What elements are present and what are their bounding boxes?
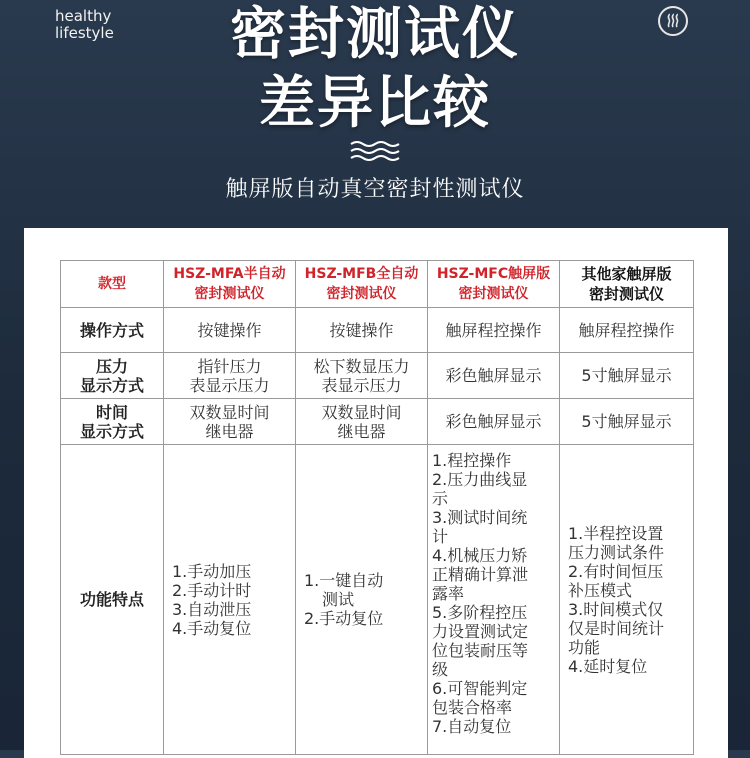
table-cell: 按键操作 — [164, 308, 296, 353]
row-label: 功能特点 — [61, 445, 164, 755]
row-label: 操作方式 — [61, 308, 164, 353]
header-model-mfa: HSZ-MFA半自动 密封测试仪 — [164, 261, 296, 308]
page-title-line-2: 差异比较 — [259, 71, 491, 136]
table-row — [61, 399, 694, 445]
table-header-row — [61, 261, 694, 308]
table-cell: 触屏程控操作 — [428, 308, 560, 353]
table-cell: 双数显时间 继电器 — [296, 399, 428, 445]
table-cell: 1.半程控设置 压力测试条件 2.有时间恒压 补压模式 3.时间模式仅 仅是时间统计 功能 4.延时复位 — [560, 445, 694, 755]
row-label: 压力 显示方式 — [61, 353, 164, 399]
row-label: 时间 显示方式 — [61, 399, 164, 445]
header-model-other: 其他家触屏版 密封测试仪 — [560, 261, 694, 308]
table-cell: 触屏程控操作 — [560, 308, 694, 353]
table-cell: 1.一键自动 测试 2.手动复位 — [296, 445, 428, 755]
table-cell: 1.程控操作 2.压力曲线显 示 3.测试时间统 计 4.机械压力矫 正精确计算泄 露率 5.多阶程控压 力设置测试定 位包装耐压等 级 6.可智能判定 包装合格率 7.自动复位 — [428, 445, 560, 755]
table-cell: 5寸触屏显示 — [560, 399, 694, 445]
comparison-table — [60, 260, 694, 755]
wave-divider-icon — [349, 140, 401, 162]
header-label: 款型 — [61, 261, 164, 308]
header-model-mfb: HSZ-MFB全自动 密封测试仪 — [296, 261, 428, 308]
table-cell: 5寸触屏显示 — [560, 353, 694, 399]
table-cell: 松下数显压力 表显示压力 — [296, 353, 428, 399]
page-title-line-1: 密封测试仪 — [230, 2, 520, 67]
table-cell: 彩色触屏显示 — [428, 399, 560, 445]
brand-line-2: lifestyle — [55, 24, 114, 42]
header-model-mfc: HSZ-MFC触屏版 密封测试仪 — [428, 261, 560, 308]
table-cell: 按键操作 — [296, 308, 428, 353]
table-row — [61, 308, 694, 353]
table-row — [61, 353, 694, 399]
table-cell: 双数显时间 继电器 — [164, 399, 296, 445]
table-cell: 1.手动加压 2.手动计时 3.自动泄压 4.手动复位 — [164, 445, 296, 755]
table-row — [61, 445, 694, 755]
brand-line-1: healthy — [55, 7, 112, 25]
subtitle: 触屏版自动真空密封性测试仪 — [225, 177, 525, 202]
table-cell: 彩色触屏显示 — [428, 353, 560, 399]
table-cell: 指针压力 表显示压力 — [164, 353, 296, 399]
